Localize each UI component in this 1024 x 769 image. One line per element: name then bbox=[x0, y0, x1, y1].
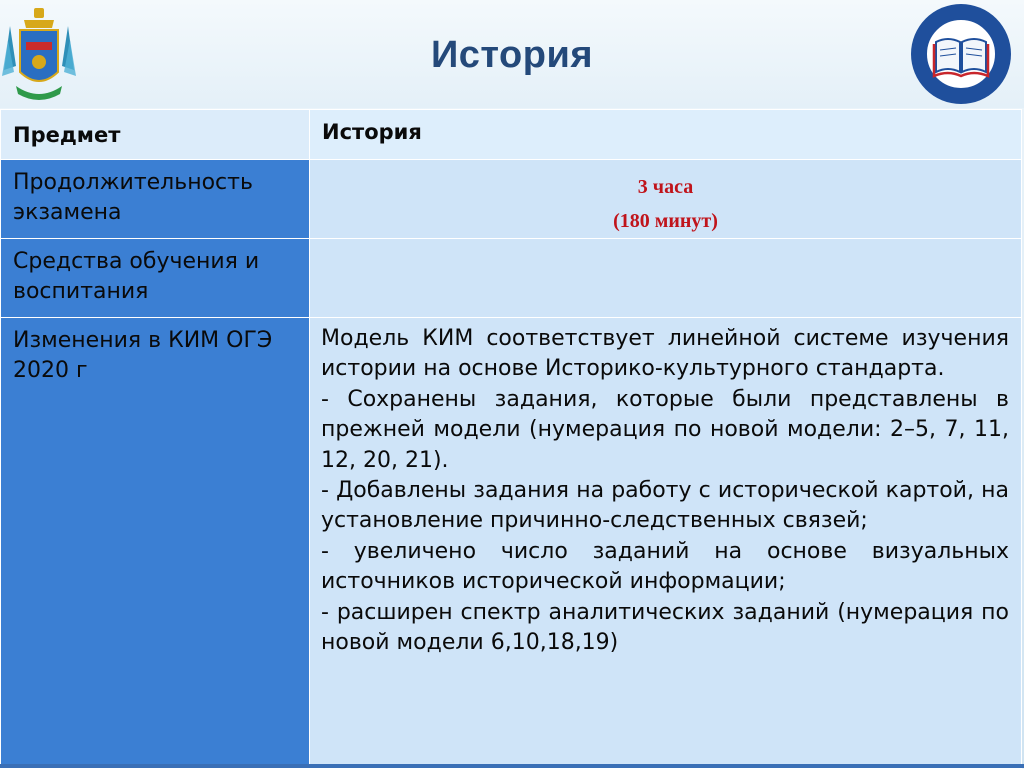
means-label-cell bbox=[1, 239, 310, 318]
duration-minutes: (180 минут) bbox=[613, 210, 718, 232]
page-title: История bbox=[430, 34, 593, 76]
table-row-duration bbox=[1, 160, 1022, 239]
duration-label: Продолжительность экзамена bbox=[13, 170, 253, 225]
changes-paragraph: - увеличено число заданий на основе визуальных источников исторической информации; bbox=[321, 538, 1009, 595]
duration-value-cell bbox=[310, 160, 1022, 239]
table-row-subject bbox=[1, 110, 1022, 160]
means-value bbox=[310, 239, 1021, 247]
changes-value-cell bbox=[310, 318, 1022, 769]
slide-header bbox=[0, 0, 1024, 108]
changes-paragraph: - расширен спектр аналитических заданий (нумерация по новой модели 6,10,18,19) bbox=[321, 599, 1009, 656]
means-value-cell bbox=[310, 239, 1022, 318]
bottom-stripe bbox=[0, 764, 1024, 768]
changes-label-cell bbox=[1, 318, 310, 769]
changes-paragraph: Модель КИМ соответствует линейной системе изучения истории на основе Историко-культурного стандарта. bbox=[321, 326, 1009, 382]
changes-paragraph: - Добавлены задания на работу с исторической картой, на установление причинно-следственных связей; bbox=[321, 478, 1009, 534]
duration-label-cell bbox=[1, 160, 310, 239]
subject-value-cell bbox=[310, 110, 1022, 160]
subject-label-cell bbox=[1, 110, 310, 160]
subject-label: Предмет bbox=[13, 123, 121, 147]
ministry-book-seal-icon bbox=[898, 2, 1024, 106]
means-label: Средства обучения и воспитания bbox=[13, 249, 260, 304]
changes-paragraph: - Сохранены задания, которые были представлены в прежней модели (нумерация по новой модели: 2–5, 7, 11, 12, 20, 21). bbox=[321, 386, 1009, 473]
changes-text bbox=[310, 318, 1021, 658]
subject-value: История bbox=[322, 120, 422, 144]
table-row-changes bbox=[1, 318, 1022, 769]
table-row-means bbox=[1, 239, 1022, 318]
duration-hours: 3 часа bbox=[637, 176, 694, 198]
changes-label: Изменения в КИМ ОГЭ 2020 г bbox=[13, 328, 273, 383]
info-table bbox=[0, 109, 1022, 769]
